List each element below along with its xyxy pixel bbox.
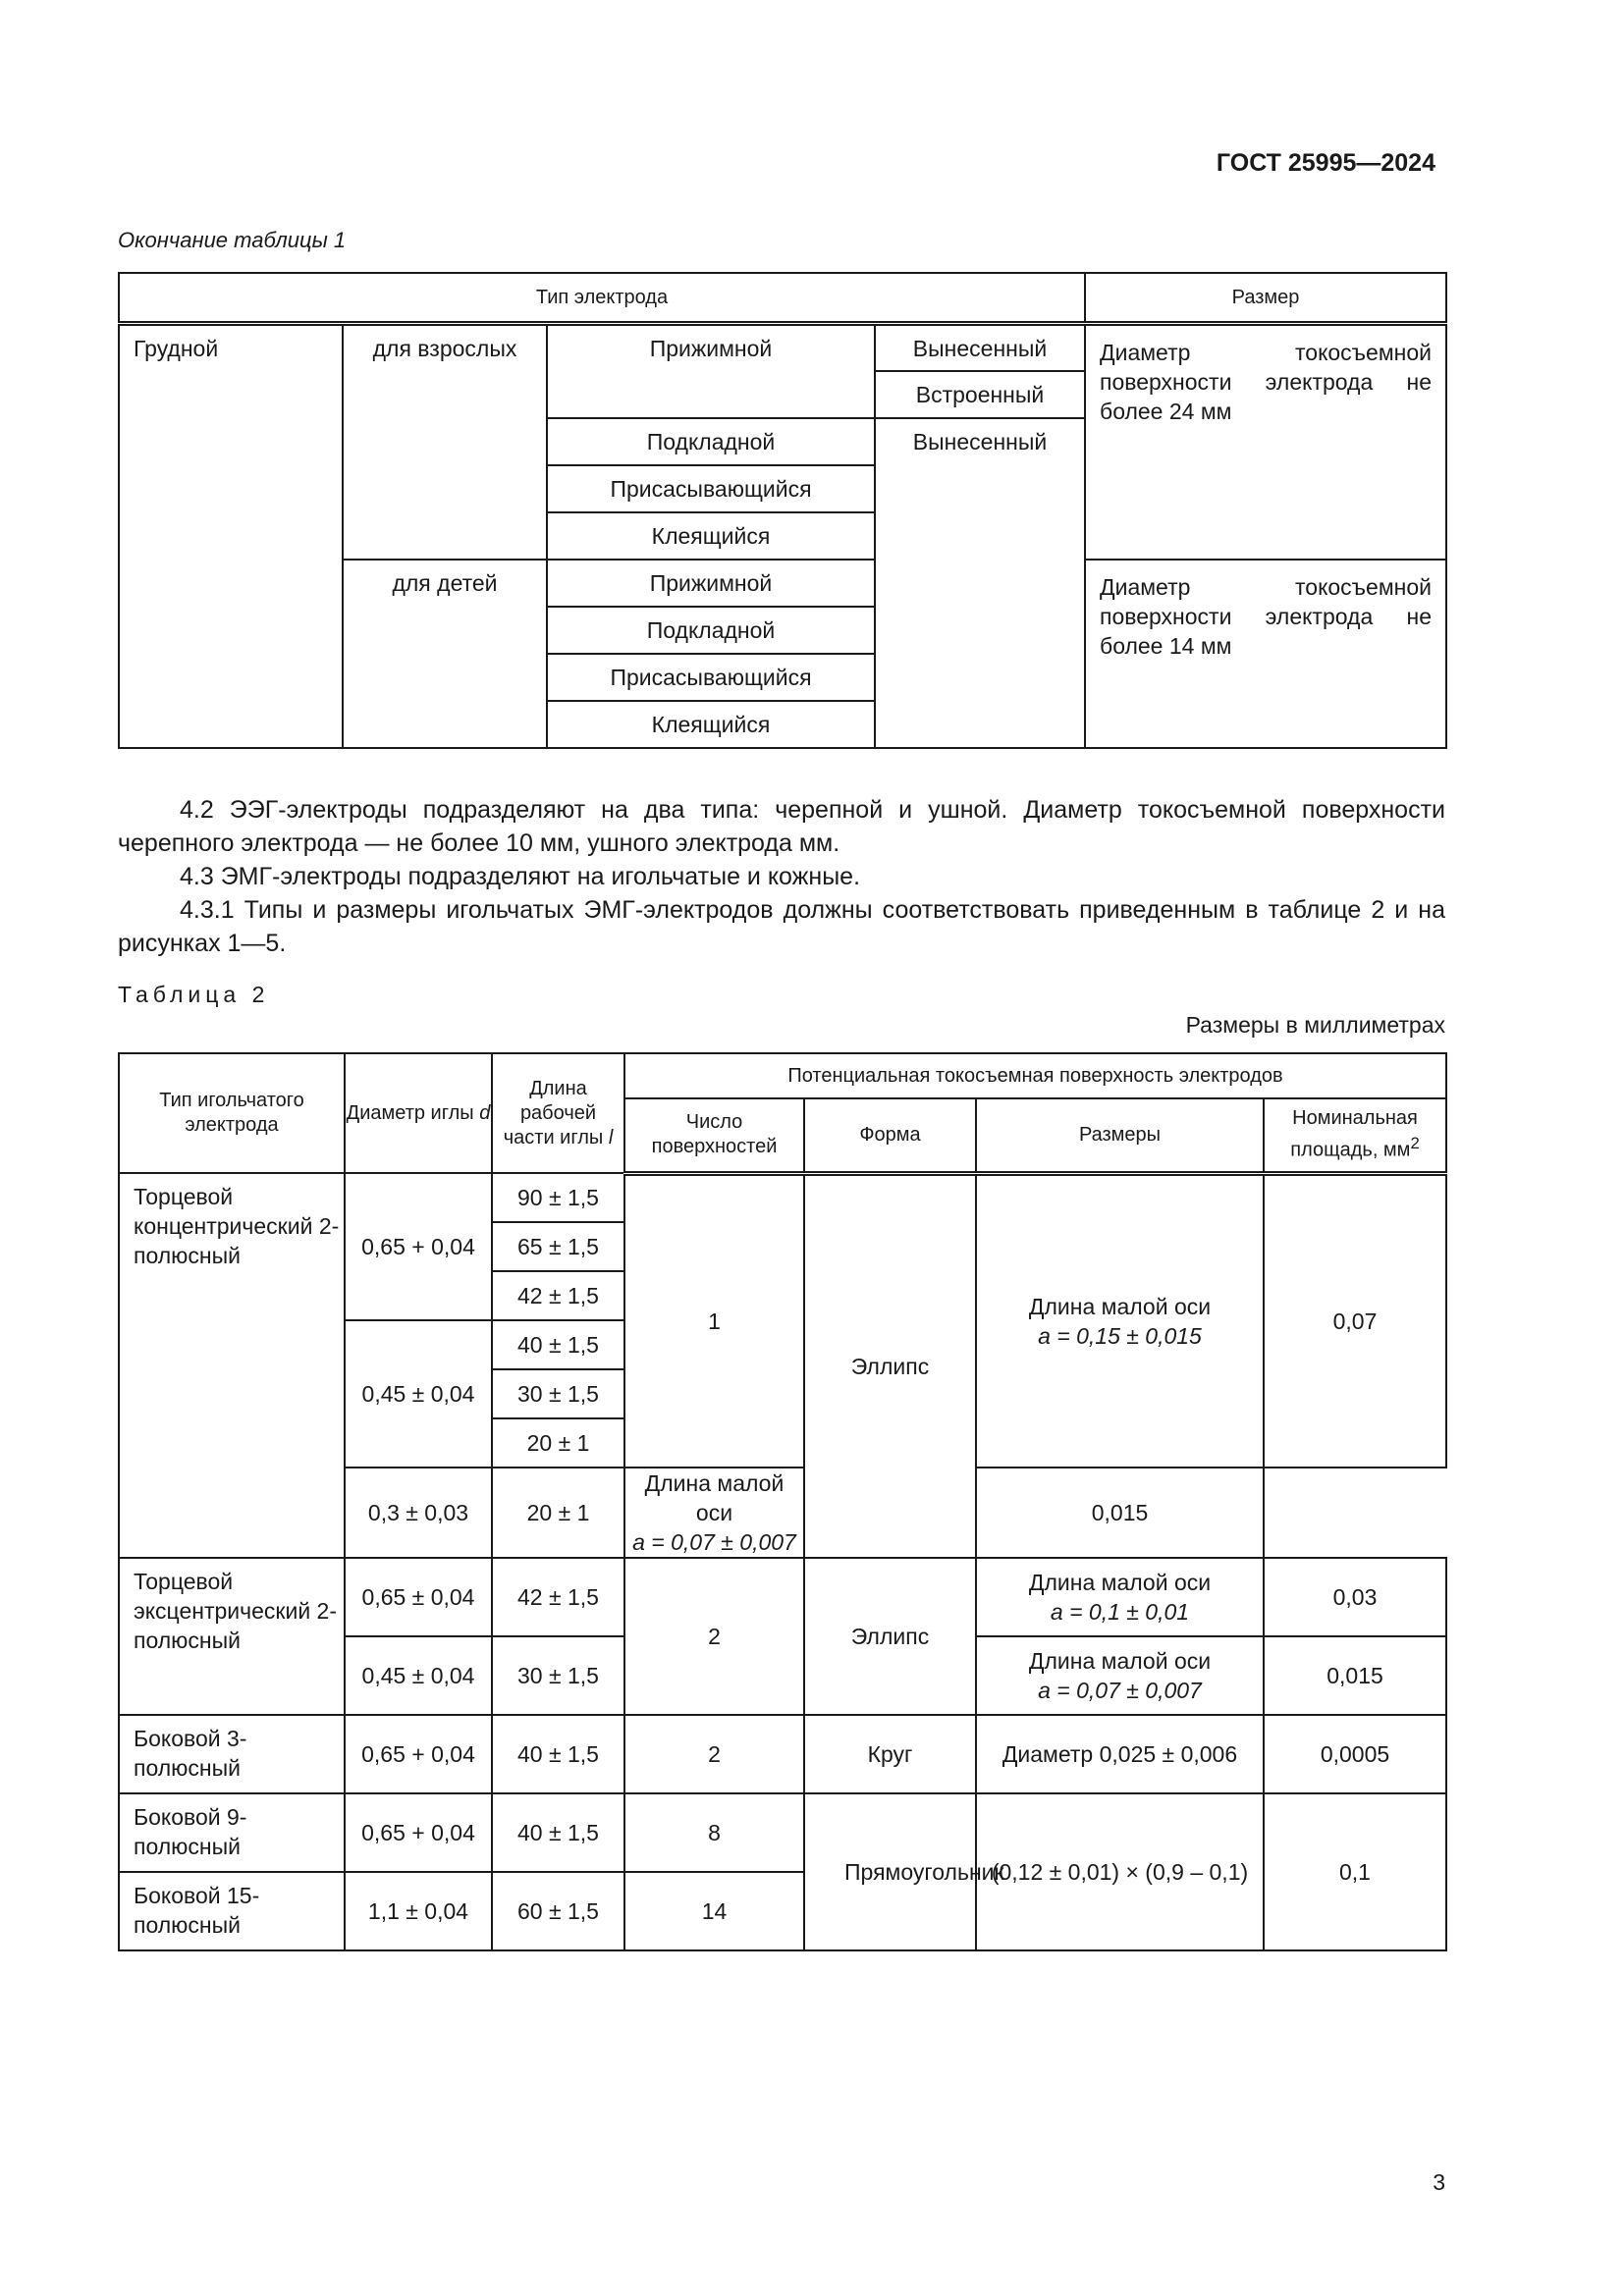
table2-cell (976, 1173, 1264, 1468)
table1-size-children: Диаметр токосъемной поверхности электрода не более 14 мм (1085, 560, 1446, 748)
table2-type: Боковой 15-полюсный (119, 1872, 345, 1950)
table2-cell: 14 (624, 1872, 804, 1950)
table2-cell: 1,1 ± 0,04 (345, 1872, 492, 1950)
table2-cell: 0,1 (1264, 1793, 1446, 1950)
dims-line: Длина малой оси (1028, 1293, 1212, 1319)
dims-line: a = 0,1 ± 0,01 (1050, 1599, 1190, 1625)
table1-cell: Присасывающийся (547, 465, 875, 512)
table2-cell: 20 ± 1 (492, 1468, 624, 1558)
table1-cell: Подкладной (547, 607, 875, 654)
table1-group-chest: Грудной (119, 324, 343, 748)
table2-cell: 65 ± 1,5 (492, 1222, 624, 1271)
table2-cell: 0,65 + 0,04 (345, 1173, 492, 1320)
paragraph-4-3: 4.3 ЭМГ-электроды подразделяют на игольчатые и кожные. (180, 863, 861, 890)
table1-cell: Вынесенный (875, 418, 1085, 748)
table2-header-surface: Потенциальная токосъемная поверхность электродов (624, 1053, 1446, 1098)
table2-header-diameter (345, 1053, 492, 1173)
table2-cell: 0,015 (976, 1468, 1264, 1558)
symbol-l: l (608, 1126, 614, 1148)
table2-cell: 0,015 (1264, 1636, 1446, 1715)
table2-header-type: Тип игольчатого электрода (119, 1053, 345, 1173)
dims-line: a = 0,15 ± 0,015 (1038, 1322, 1202, 1349)
header-text: Номинальная площадь, мм (1290, 1107, 1418, 1162)
dims-line: Длина малой оси (1028, 1648, 1212, 1674)
table2-cell (976, 1636, 1264, 1715)
table2-cell: 40 ± 1,5 (492, 1320, 624, 1369)
table-2-needle-electrodes (118, 1052, 1447, 1951)
table2-cell: 2 (624, 1558, 804, 1715)
table2-cell: 0,65 + 0,04 (345, 1715, 492, 1793)
table2-caption: Таблица 2 (118, 982, 270, 1007)
table2-cell: 0,3 ± 0,03 (345, 1468, 492, 1558)
table2-header-dims: Размеры (976, 1098, 1264, 1173)
paragraph-4-3-1: 4.3.1 Типы и размеры игольчатых ЭМГ-электродов должны соответствовать приведенным в таблице 2 и на рисунках 1—5. (118, 896, 1445, 957)
table2-cell: 42 ± 1,5 (492, 1558, 624, 1636)
table2-cell: 30 ± 1,5 (492, 1636, 624, 1715)
table2-cell: 0,07 (1264, 1173, 1446, 1468)
dims-line: a = 0,07 ± 0,007 (1038, 1678, 1202, 1703)
header-text: Длина рабочей части иглы (503, 1077, 604, 1148)
table1-cell: Встроенный (875, 371, 1085, 418)
table2-header-shape: Форма (804, 1098, 976, 1173)
table2-cell: 60 ± 1,5 (492, 1872, 624, 1950)
table1-header-size: Размер (1085, 273, 1446, 324)
table1-subgroup-children: для детей (343, 560, 547, 748)
table2-type: Боковой 9-полюсный (119, 1793, 345, 1872)
page-number: 3 (1433, 2169, 1445, 2195)
table1-cell: Прижимной (547, 560, 875, 607)
table2-header-length (492, 1053, 624, 1173)
table2-type: Торцевой эксцентрический 2-полюсный (119, 1558, 345, 1715)
table2-cell: Прямоугольник (804, 1793, 976, 1950)
table2-cell (976, 1558, 1264, 1636)
table2-type: Боковой 3-полюсный (119, 1715, 345, 1793)
table1-header-type: Тип электрода (119, 273, 1085, 324)
table2-cell: 42 ± 1,5 (492, 1271, 624, 1320)
table1-size-adults: Диаметр токосъемной поверхности электрода не более 24 мм (1085, 324, 1446, 560)
table2-type: Торцевой концентрический 2-полюсный (119, 1173, 345, 1558)
table-1-electrode-types (118, 272, 1447, 749)
table1-cell: Прижимной (547, 324, 875, 418)
superscript: 2 (1410, 1134, 1420, 1153)
table1-cell: Присасывающийся (547, 654, 875, 701)
table2-cell: 20 ± 1 (492, 1418, 624, 1468)
body-text (118, 793, 1445, 960)
table2-cell: 30 ± 1,5 (492, 1369, 624, 1418)
table2-header-count: Число поверхностей (624, 1098, 804, 1173)
table1-cell: Клеящийся (547, 701, 875, 748)
table1-subgroup-adults: для взрослых (343, 324, 547, 560)
table2-cell: 40 ± 1,5 (492, 1793, 624, 1872)
table2-cell: 40 ± 1,5 (492, 1715, 624, 1793)
table2-header-area (1264, 1098, 1446, 1173)
table1-cell: Клеящийся (547, 512, 875, 560)
table2-cell: Эллипс (804, 1173, 976, 1558)
paragraph-4-2: 4.2 ЭЭГ-электроды подразделяют на два типа: черепной и ушной. Диаметр токосъемной поверхности черепного электрода — не более 10 мм, ушного электрода мм. (118, 796, 1445, 857)
dims-line: Длина малой оси (644, 1470, 785, 1525)
table1-cell: Вынесенный (875, 324, 1085, 371)
table1-caption: Окончание таблицы 1 (118, 228, 347, 252)
dims-line: Длина малой оси (1028, 1570, 1212, 1595)
table2-cell: 2 (624, 1715, 804, 1793)
table2-cell: Диаметр 0,025 ± 0,006 (976, 1715, 1264, 1793)
table2-cell: 0,45 ± 0,04 (345, 1636, 492, 1715)
table2-cell (624, 1468, 804, 1558)
header-text: Диаметр иглы (346, 1101, 474, 1124)
dims-line: a = 0,07 ± 0,007 (632, 1529, 796, 1555)
table2-cell: 90 ± 1,5 (492, 1173, 624, 1222)
table2-cell: 0,65 ± 0,04 (345, 1558, 492, 1636)
table1-cell: Подкладной (547, 418, 875, 465)
table2-cell: 0,65 + 0,04 (345, 1793, 492, 1872)
table2-units: Размеры в миллиметрах (1185, 1012, 1445, 1038)
table2-cell: Эллипс (804, 1558, 976, 1715)
document-header: ГОСТ 25995—2024 (1216, 149, 1435, 177)
table2-cell: 0,03 (1264, 1558, 1446, 1636)
table2-cell: Круг (804, 1715, 976, 1793)
table2-cell: 0,0005 (1264, 1715, 1446, 1793)
symbol-d: d (479, 1101, 491, 1124)
table2-cell: 1 (624, 1173, 804, 1468)
table2-cell: 8 (624, 1793, 804, 1872)
table2-cell: 0,45 ± 0,04 (345, 1320, 492, 1468)
table2-cell: (0,12 ± 0,01) × (0,9 – 0,1) (976, 1793, 1264, 1950)
